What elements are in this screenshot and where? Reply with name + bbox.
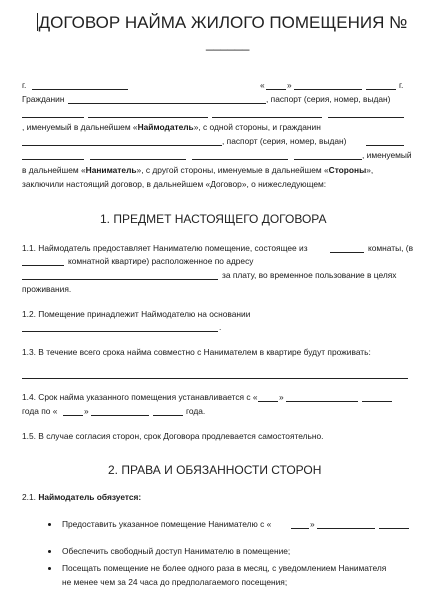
landlord-name-field[interactable] <box>68 103 266 104</box>
tenant-passport-field-4[interactable] <box>192 159 288 160</box>
tenant-name-field[interactable] <box>22 145 222 146</box>
landlord-passport-field-4[interactable] <box>328 117 404 118</box>
clause-1-3: 1.3. В течение всего срока найма совместно с Нанимателем в квартире будут проживать: <box>22 347 371 357</box>
duty-provide-month-field[interactable] <box>317 528 375 529</box>
clause-1-1-e: проживания. <box>22 284 72 294</box>
term-end-year-field[interactable] <box>153 415 183 416</box>
landlord-passport-field-3[interactable] <box>212 117 322 118</box>
landlord-intro: , именуемый в дальнейшем «Наймодатель», с одной стороны, и гражданин <box>22 122 321 132</box>
named-label: , именуемый <box>362 150 412 160</box>
date-open-quote: « <box>260 80 265 90</box>
year-suffix: г. <box>399 80 404 90</box>
clause-1-1-c: комнатной квартире) расположенное по адресу <box>68 256 254 266</box>
clause-1-4-b: » <box>279 392 284 402</box>
text-cursor <box>37 13 38 31</box>
ownership-basis-field[interactable] <box>22 331 218 332</box>
date-month-field[interactable] <box>294 89 362 90</box>
apartment-rooms-field[interactable] <box>22 265 64 266</box>
clause-1-2-end: . <box>219 322 222 332</box>
clause-1-4-e: года. <box>186 406 206 416</box>
duty-access: Обеспечить свободный доступ Нанимателю в помещение; <box>62 546 291 556</box>
tenant-passport-field-2[interactable] <box>22 159 84 160</box>
cohabitants-field[interactable] <box>22 378 408 379</box>
date-year-field[interactable] <box>366 89 396 90</box>
city-field[interactable] <box>32 89 128 90</box>
tenant-intro: в дальнейшем «Наниматель», с другой стороны, именуемые в дальнейшем «Стороны», <box>22 165 374 175</box>
tenant-passport-field-1[interactable] <box>366 145 404 146</box>
clause-1-4-a: 1.4. Срок найма указанного помещения устанавливается с « <box>22 392 258 402</box>
document-title: ДОГОВОР НАЙМА ЖИЛОГО ПОМЕЩЕНИЯ № <box>38 13 408 32</box>
concluded-text: заключили настоящий договор, в дальнейшем «Договор», о нижеследующем: <box>22 179 327 189</box>
clause-1-1-d: за плату, во временное пользование в целях <box>222 270 397 280</box>
clause-1-5: 1.5. В случае согласия сторон, срок Договора продлевается самостоятельно. <box>22 431 324 441</box>
clause-1-1-a: 1.1. Наймодатель предоставляет Нанимателю помещение, состоящее из <box>22 243 308 253</box>
date-close-quote: » <box>287 80 292 90</box>
term-start-month-field[interactable] <box>286 401 358 402</box>
section-1-heading: 1. ПРЕДМЕТ НАСТОЯЩЕГО ДОГОВОРА <box>100 212 327 226</box>
bullet-1 <box>48 523 51 526</box>
passport-label: , паспорт (серия, номер, выдан) <box>266 94 391 104</box>
term-end-month-field[interactable] <box>91 415 149 416</box>
clause-2-1: 2.1. Наймодатель обязуется: <box>22 492 142 502</box>
date-day-field[interactable] <box>266 89 286 90</box>
duty-visit-a: Посещать помещение не более одного раза в месяц, с уведомлением Нанимателя <box>62 563 387 573</box>
rooms-count-field[interactable] <box>330 252 364 253</box>
tenant-passport-label: , паспорт (серия, номер, выдан) <box>222 136 347 146</box>
tenant-passport-field-3[interactable] <box>90 159 186 160</box>
section-2-heading: 2. ПРАВА И ОБЯЗАННОСТИ СТОРОН <box>108 463 322 477</box>
duty-provide-b: » <box>310 519 315 529</box>
duty-visit-b: не менее чем за 24 часа до предполагаемого посещения; <box>62 577 288 587</box>
city-prefix: г. <box>22 80 27 90</box>
term-end-day-field[interactable] <box>63 415 83 416</box>
landlord-passport-field-2[interactable] <box>88 117 208 118</box>
citizen-label: Гражданин <box>22 94 65 104</box>
bullet-3 <box>48 567 51 570</box>
address-field[interactable] <box>22 279 218 280</box>
duty-provide-a: Предоставить указанное помещение Нанимателю с « <box>62 519 272 529</box>
clause-1-4-c: года по « <box>22 406 58 416</box>
duty-provide-day-field[interactable] <box>291 528 309 529</box>
bullet-2 <box>48 550 51 553</box>
landlord-passport-field-1[interactable] <box>22 117 84 118</box>
clause-1-2: 1.2. Помещение принадлежит Наймодателю на основании <box>22 309 251 319</box>
tenant-passport-field-5[interactable] <box>294 159 362 160</box>
clause-1-4-d: » <box>84 406 89 416</box>
title-number-blank[interactable]: ______ <box>206 36 250 51</box>
duty-provide-year-field[interactable] <box>379 528 409 529</box>
term-start-year-field[interactable] <box>362 401 392 402</box>
clause-1-1-b: комнаты, (в <box>368 243 414 253</box>
term-start-day-field[interactable] <box>258 401 278 402</box>
